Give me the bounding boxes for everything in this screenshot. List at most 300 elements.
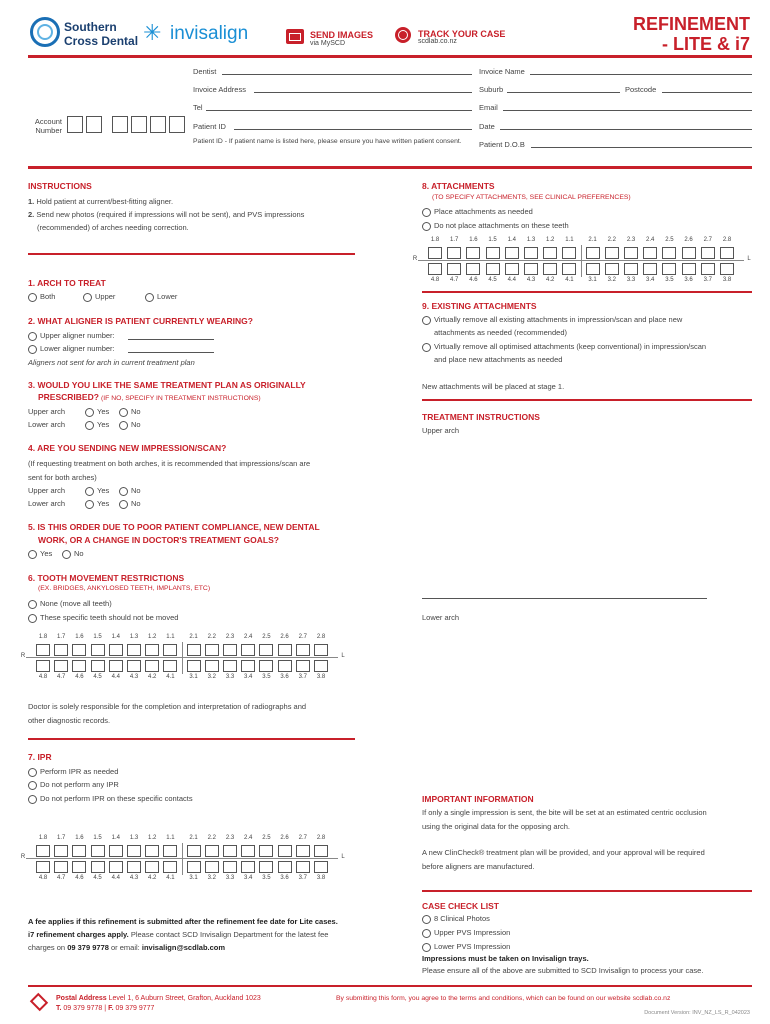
ipr-none-option[interactable]: Do not perform any IPR xyxy=(28,780,119,790)
tooth-box-upper[interactable] xyxy=(72,644,86,656)
tooth-box-lower[interactable] xyxy=(278,660,292,672)
arch-title: 1. ARCH TO TREAT xyxy=(28,278,106,288)
email-field[interactable] xyxy=(503,110,752,111)
tooth-box-lower[interactable] xyxy=(127,660,141,672)
radio-icon[interactable] xyxy=(85,421,94,430)
impression-upper-no[interactable]: No xyxy=(119,486,141,496)
tooth-box-lower[interactable] xyxy=(605,263,619,275)
tooth-box-lower[interactable] xyxy=(241,861,255,873)
tooth-number-upper: 1.2 xyxy=(148,634,157,640)
tooth-number-lower: 4.1 xyxy=(166,875,175,881)
tooth-box-upper[interactable] xyxy=(720,247,734,259)
tooth-box-upper[interactable] xyxy=(428,247,442,259)
chart-left-label: L xyxy=(341,653,345,659)
tooth-number-lower: 4.4 xyxy=(111,674,120,680)
arch-lower-option[interactable]: Lower xyxy=(145,292,177,302)
tooth-box-upper[interactable] xyxy=(662,247,676,259)
track-case-sub: scdlab.co.nz xyxy=(418,38,457,45)
tooth-box-upper[interactable] xyxy=(278,644,292,656)
treatment-lower-label: Lower arch xyxy=(422,613,460,622)
tooth-box-lower[interactable] xyxy=(54,861,68,873)
tooth-box-lower[interactable] xyxy=(241,660,255,672)
fee-line-3: charges on 09 379 9778 or email: invisalign@scdlab.com xyxy=(28,943,226,952)
tooth-box-upper[interactable] xyxy=(682,247,696,259)
tooth-box-upper[interactable] xyxy=(701,247,715,259)
tooth-box-lower[interactable] xyxy=(314,861,328,873)
existing-divider xyxy=(422,399,752,401)
tooth-box-lower[interactable] xyxy=(54,660,68,672)
scd-logo-text-2: Cross Dental xyxy=(64,34,139,48)
radio-icon[interactable] xyxy=(145,293,154,302)
aligner-title: 2. WHAT ALIGNER IS PATIENT CURRENTLY WEARING? xyxy=(28,316,253,326)
upper-aligner-field[interactable] xyxy=(128,339,214,340)
impression-upper-yes[interactable]: Yes xyxy=(85,486,109,496)
radio-icon[interactable] xyxy=(28,614,37,623)
ipr-specific-option[interactable]: Do not perform IPR on these specific contacts xyxy=(28,794,193,804)
tooth-box-lower[interactable] xyxy=(643,263,657,275)
tooth-box-upper[interactable] xyxy=(296,644,310,656)
radio-icon[interactable] xyxy=(119,500,128,509)
tooth-box-lower[interactable] xyxy=(486,263,500,275)
tooth-number-upper: 1.3 xyxy=(129,835,139,841)
tooth-box-upper[interactable] xyxy=(223,644,237,656)
tooth-number-lower: 4.3 xyxy=(129,674,139,680)
instruction-item-2b: (recommended) of arches needing correction. xyxy=(37,223,189,232)
form-subtitle: - LITE & i7 xyxy=(661,34,750,54)
tooth-box-lower[interactable] xyxy=(586,263,600,275)
impression-lower-no[interactable]: No xyxy=(119,499,141,509)
tooth-box-lower[interactable] xyxy=(163,861,177,873)
existing-note: New attachments will be placed at stage 1. xyxy=(422,382,565,391)
tooth-number-lower: 3.1 xyxy=(189,674,198,680)
tooth-box-lower[interactable] xyxy=(91,861,105,873)
send-images-sub: via MySCD xyxy=(310,40,346,47)
tooth-box-lower[interactable] xyxy=(223,660,237,672)
tooth-number-lower: 4.7 xyxy=(57,674,66,680)
radio-icon[interactable] xyxy=(85,487,94,496)
tooth-box-upper[interactable] xyxy=(586,247,600,259)
tooth-number-lower: 4.5 xyxy=(488,277,497,283)
tooth-box-upper[interactable] xyxy=(187,644,201,656)
tooth-number-upper: 2.7 xyxy=(298,634,307,640)
tooth-box-upper[interactable] xyxy=(54,644,68,656)
aligner-note: Aligners not sent for arch in current treatment plan xyxy=(28,358,195,367)
tooth-box-lower[interactable] xyxy=(278,861,292,873)
tooth-box-lower[interactable] xyxy=(466,263,480,275)
invoice-name-field[interactable] xyxy=(530,74,752,75)
same-plan-upper-no[interactable]: No xyxy=(119,407,141,417)
tooth-number-upper: 1.1 xyxy=(166,634,175,640)
tooth-box-lower[interactable] xyxy=(524,263,538,275)
tooth-number-lower: 3.8 xyxy=(722,277,732,283)
tooth-box-lower[interactable] xyxy=(562,263,576,275)
tooth-number-upper: 1.3 xyxy=(129,634,139,640)
checklist-item-upper[interactable]: Upper PVS Impression xyxy=(422,928,510,938)
send-images-title[interactable]: SEND IMAGES xyxy=(310,30,374,40)
tooth-number-upper: 2.4 xyxy=(646,237,655,243)
tooth-number-upper: 2.3 xyxy=(225,835,235,841)
tooth-box-upper[interactable] xyxy=(278,845,292,857)
checklist-note-bold: Impressions must be taken on Invisalign trays. xyxy=(422,954,589,963)
same-plan-lower-no[interactable]: No xyxy=(119,420,141,430)
tooth-number-upper: 1.8 xyxy=(38,835,48,841)
tooth-box-lower[interactable] xyxy=(187,660,201,672)
scd-logo-inner-icon xyxy=(37,24,53,40)
account-number-box[interactable] xyxy=(86,116,102,133)
tooth-number-lower: 4.6 xyxy=(75,674,84,680)
scd-logo-text-1: Southern xyxy=(64,20,117,34)
restrictions-none-option[interactable]: None (move all teeth) xyxy=(28,599,112,609)
restrictions-title: 6. TOOTH MOVEMENT RESTRICTIONS xyxy=(28,573,185,583)
tooth-number-upper: 1.7 xyxy=(450,237,459,243)
tooth-number-upper: 1.8 xyxy=(430,237,440,243)
tooth-box-upper[interactable] xyxy=(109,845,123,857)
tooth-number-upper: 1.5 xyxy=(488,237,497,243)
tooth-box-upper[interactable] xyxy=(145,644,159,656)
tooth-number-upper: 2.5 xyxy=(665,237,674,243)
chart-right-label: R xyxy=(20,653,26,659)
tooth-box-upper[interactable] xyxy=(36,644,50,656)
tooth-box-upper[interactable] xyxy=(163,644,177,656)
tooth-number-lower: 3.7 xyxy=(298,674,307,680)
radio-icon[interactable] xyxy=(28,781,37,790)
suburb-label: Suburb xyxy=(479,85,504,94)
tooth-box-upper[interactable] xyxy=(241,644,255,656)
tooth-box-upper[interactable] xyxy=(447,247,461,259)
chart-right-label: R xyxy=(412,256,418,262)
same-plan-lower-label: Lower arch xyxy=(28,420,66,429)
instructions-divider xyxy=(28,253,355,255)
tooth-number-lower: 4.8 xyxy=(38,875,48,881)
tooth-box-upper[interactable] xyxy=(314,644,328,656)
account-number-box[interactable] xyxy=(112,116,128,133)
tooth-box-lower[interactable] xyxy=(223,861,237,873)
tooth-box-upper[interactable] xyxy=(54,845,68,857)
chart-left-label: L xyxy=(747,256,751,262)
radio-icon[interactable] xyxy=(422,929,431,938)
tooth-box-lower[interactable] xyxy=(145,660,159,672)
tooth-box-lower[interactable] xyxy=(296,861,310,873)
radio-icon[interactable] xyxy=(28,550,37,559)
radio-icon[interactable] xyxy=(28,795,37,804)
postcode-label: Postcode xyxy=(625,85,657,94)
chart-vertical-axis xyxy=(182,642,183,674)
tooth-number-upper: 2.2 xyxy=(607,237,616,243)
invoice-address-label: Invoice Address xyxy=(193,85,246,94)
tooth-box-lower[interactable] xyxy=(36,660,50,672)
tooth-box-upper[interactable] xyxy=(259,845,273,857)
tooth-box-upper[interactable] xyxy=(259,644,273,656)
compliance-yes[interactable]: Yes xyxy=(28,549,52,559)
radio-icon[interactable] xyxy=(28,768,37,777)
tooth-box-lower[interactable] xyxy=(701,263,715,275)
tooth-number-upper: 1.1 xyxy=(166,835,175,841)
existing-title: 9. EXISTING ATTACHMENTS xyxy=(422,301,537,311)
chart-vertical-axis xyxy=(182,843,183,875)
tooth-box-upper[interactable] xyxy=(205,644,219,656)
tooth-number-upper: 1.7 xyxy=(57,634,66,640)
tel-field[interactable] xyxy=(206,110,472,111)
tel-label: Tel xyxy=(193,103,203,112)
tooth-box-upper[interactable] xyxy=(187,845,201,857)
existing-opt2[interactable]: Virtually remove all optimised attachments (keep conventional) in impression/scan xyxy=(422,342,706,352)
tooth-box-lower[interactable] xyxy=(127,861,141,873)
scd-footer-logo-icon xyxy=(30,993,48,1011)
tooth-number-upper: 2.4 xyxy=(244,835,253,841)
dentist-field[interactable] xyxy=(222,74,472,75)
tooth-number-upper: 2.6 xyxy=(280,634,289,640)
tooth-box-lower[interactable] xyxy=(624,263,638,275)
tooth-box-upper[interactable] xyxy=(486,247,500,259)
postcode-field[interactable] xyxy=(662,92,752,93)
treatment-upper-field[interactable] xyxy=(422,598,707,599)
footer-terms: By submitting this form, you agree to the terms and conditions, which can be found on our website scdlab.co.nz xyxy=(336,995,671,1002)
tooth-number-lower: 3.7 xyxy=(703,277,712,283)
dentist-label: Dentist xyxy=(193,67,217,76)
tooth-box-lower[interactable] xyxy=(72,861,86,873)
tooth-box-upper[interactable] xyxy=(163,845,177,857)
footer-address: Postal Address Level 1, 6 Auburn Street, Grafton, Auckland 1023 xyxy=(56,995,261,1002)
same-plan-upper-yes[interactable]: Yes xyxy=(85,407,109,417)
tooth-number-lower: 4.5 xyxy=(93,674,102,680)
impression-lower-yes[interactable]: Yes xyxy=(85,499,109,509)
tooth-number-upper: 1.2 xyxy=(546,237,555,243)
checklist-item-lower[interactable]: Lower PVS Impression xyxy=(422,942,510,952)
tooth-box-lower[interactable] xyxy=(109,660,123,672)
tooth-box-upper[interactable] xyxy=(109,644,123,656)
radio-icon[interactable] xyxy=(28,600,37,609)
instruction-item-1: 1. Hold patient at current/best-fitting aligner. xyxy=(28,197,174,206)
same-plan-lower-yes[interactable]: Yes xyxy=(85,420,109,430)
account-number-label: Account Number xyxy=(34,117,62,135)
chart-vertical-axis xyxy=(581,245,582,277)
tooth-number-lower: 3.3 xyxy=(225,875,235,881)
patient-dob-field[interactable] xyxy=(531,147,752,148)
existing-opt1-line2: attachments as needed (recommended) xyxy=(434,328,567,337)
tooth-number-lower: 3.5 xyxy=(262,875,271,881)
attachments-title: 8. ATTACHMENTS xyxy=(422,181,495,191)
radio-icon[interactable] xyxy=(62,550,71,559)
tooth-box-lower[interactable] xyxy=(163,660,177,672)
tooth-box-upper[interactable] xyxy=(127,845,141,857)
radio-icon[interactable] xyxy=(422,316,431,325)
tooth-number-upper: 1.8 xyxy=(38,634,48,640)
email-link[interactable]: invisalign@scdlab.com xyxy=(141,943,226,952)
radio-icon[interactable] xyxy=(119,421,128,430)
tooth-number-upper: 1.4 xyxy=(111,634,120,640)
chart-right-label: R xyxy=(20,854,26,860)
tooth-box-lower[interactable] xyxy=(428,263,442,275)
radio-icon[interactable] xyxy=(422,208,431,217)
radio-icon[interactable] xyxy=(85,408,94,417)
invoice-name-label: Invoice Name xyxy=(479,67,525,76)
tooth-box-upper[interactable] xyxy=(36,845,50,857)
tooth-number-lower: 3.2 xyxy=(207,674,216,680)
tooth-number-lower: 3.1 xyxy=(189,875,198,881)
tooth-box-lower[interactable] xyxy=(109,861,123,873)
tooth-box-lower[interactable] xyxy=(145,861,159,873)
tooth-number-upper: 1.1 xyxy=(565,237,574,243)
tooth-box-lower[interactable] xyxy=(447,263,461,275)
upper-aligner-option[interactable]: Upper aligner number: xyxy=(28,331,115,341)
radio-icon[interactable] xyxy=(83,293,92,302)
same-plan-title: 3. WOULD YOU LIKE THE SAME TREATMENT PLAN AS ORIGINALLY xyxy=(28,380,306,390)
tooth-box-lower[interactable] xyxy=(505,263,519,275)
radio-icon[interactable] xyxy=(119,487,128,496)
footer-phones: T. 09 379 9778 | F. 09 379 9777 xyxy=(56,1005,155,1012)
impression-lower-label: Lower arch xyxy=(28,499,66,508)
invoice-address-field[interactable] xyxy=(254,92,472,93)
tooth-box-lower[interactable] xyxy=(720,263,734,275)
tooth-number-upper: 1.7 xyxy=(57,835,66,841)
instructions-title: INSTRUCTIONS xyxy=(28,181,92,191)
important-p1-2: using the original data for the opposing arch. xyxy=(422,822,571,831)
tooth-box-lower[interactable] xyxy=(72,660,86,672)
tooth-box-lower[interactable] xyxy=(662,263,676,275)
fee-line-1: A fee applies if this refinement is submitted after the refinement fee date for Lite cases. xyxy=(28,917,338,926)
same-plan-upper-label: Upper arch xyxy=(28,407,66,416)
radio-icon[interactable] xyxy=(119,408,128,417)
tooth-box-upper[interactable] xyxy=(296,845,310,857)
tooth-box-lower[interactable] xyxy=(682,263,696,275)
tooth-number-upper: 2.3 xyxy=(225,634,235,640)
treatment-upper-label: Upper arch xyxy=(422,426,460,435)
tooth-box-upper[interactable] xyxy=(223,845,237,857)
patient-id-field[interactable] xyxy=(234,129,472,130)
header-divider xyxy=(28,55,752,58)
tooth-number-upper: 1.2 xyxy=(148,835,157,841)
restrictions-sub: (EX. BRIDGES, ANKYLOSED TEETH, IMPLANTS, ETC) xyxy=(38,585,211,592)
tooth-box-upper[interactable] xyxy=(72,845,86,857)
compliance-title: 5. IS THIS ORDER DUE TO POOR PATIENT COMPLIANCE, NEW DENTAL xyxy=(28,522,320,532)
tooth-number-upper: 1.6 xyxy=(75,634,84,640)
tooth-number-upper: 1.3 xyxy=(526,237,536,243)
tooth-box-lower[interactable] xyxy=(543,263,557,275)
tooth-box-upper[interactable] xyxy=(205,845,219,857)
patient-dob-label: Patient D.O.B xyxy=(479,140,525,149)
tooth-box-upper[interactable] xyxy=(624,247,638,259)
tooth-number-upper: 1.4 xyxy=(111,835,120,841)
tooth-number-lower: 3.5 xyxy=(665,277,674,283)
arch-both-option[interactable]: Both xyxy=(28,292,55,302)
restrictions-specific-option[interactable]: These specific teeth should not be moved xyxy=(28,613,178,623)
tooth-box-lower[interactable] xyxy=(91,660,105,672)
tooth-box-lower[interactable] xyxy=(36,861,50,873)
radio-icon[interactable] xyxy=(28,332,37,341)
tooth-number-lower: 3.4 xyxy=(244,674,253,680)
tooth-box-upper[interactable] xyxy=(314,845,328,857)
important-p2-2: before aligners are manufactured. xyxy=(422,862,535,871)
restrictions-divider xyxy=(28,738,355,740)
attachments-place-option[interactable]: Place attachments as needed xyxy=(422,207,533,217)
tooth-number-upper: 2.8 xyxy=(316,835,326,841)
radio-icon[interactable] xyxy=(85,500,94,509)
important-p2-1: A new ClinCheck® treatment plan will be provided, and your approval will be required xyxy=(422,848,705,857)
email-label: Email xyxy=(479,103,498,112)
tooth-box-lower[interactable] xyxy=(296,660,310,672)
tooth-number-upper: 2.4 xyxy=(244,634,253,640)
ipr-perform-option[interactable]: Perform IPR as needed xyxy=(28,767,118,777)
tooth-box-upper[interactable] xyxy=(145,845,159,857)
account-number-box[interactable] xyxy=(169,116,185,133)
tooth-number-upper: 2.8 xyxy=(316,634,326,640)
date-field[interactable] xyxy=(500,129,752,130)
tooth-box-upper[interactable] xyxy=(241,845,255,857)
restrictions-note-1: Doctor is solely responsible for the completion and interpretation of radiographs and xyxy=(28,702,307,711)
tooth-number-lower: 3.4 xyxy=(646,277,655,283)
suburb-field[interactable] xyxy=(507,92,620,93)
tooth-number-lower: 4.4 xyxy=(507,277,516,283)
tooth-box-upper[interactable] xyxy=(505,247,519,259)
attachments-divider xyxy=(422,291,752,293)
ipr-title: 7. IPR xyxy=(28,752,52,762)
radio-icon[interactable] xyxy=(422,343,431,352)
tooth-box-lower[interactable] xyxy=(205,861,219,873)
tooth-number-lower: 3.3 xyxy=(225,674,235,680)
tooth-number-upper: 2.7 xyxy=(703,237,712,243)
tooth-number-upper: 2.3 xyxy=(626,237,636,243)
tooth-number-upper: 1.4 xyxy=(507,237,516,243)
tooth-box-upper[interactable] xyxy=(91,644,105,656)
form-title: REFINEMENT xyxy=(633,14,750,34)
tooth-box-lower[interactable] xyxy=(259,660,273,672)
radio-icon[interactable] xyxy=(28,293,37,302)
tooth-number-upper: 1.5 xyxy=(93,634,102,640)
same-plan-title-2: PRESCRIBED? (IF NO, SPECIFY IN TREATMENT INSTRUCTIONS) xyxy=(38,392,261,402)
radio-icon[interactable] xyxy=(422,915,431,924)
tooth-number-lower: 3.6 xyxy=(280,674,289,680)
radio-icon[interactable] xyxy=(28,345,37,354)
tooth-number-lower: 3.4 xyxy=(244,875,253,881)
tooth-box-upper[interactable] xyxy=(643,247,657,259)
tooth-box-lower[interactable] xyxy=(259,861,273,873)
tooth-box-lower[interactable] xyxy=(314,660,328,672)
tooth-box-upper[interactable] xyxy=(605,247,619,259)
radio-icon[interactable] xyxy=(422,943,431,952)
tooth-number-lower: 3.8 xyxy=(316,674,326,680)
account-number-box[interactable] xyxy=(150,116,166,133)
account-number-box[interactable] xyxy=(131,116,147,133)
existing-opt2-line2: and place new attachments as needed xyxy=(434,355,563,364)
impression-title: 4. ARE YOU SENDING NEW IMPRESSION/SCAN? xyxy=(28,443,227,453)
footer-version: Document Version: INV_NZ_LS_R_042023 xyxy=(644,1010,750,1016)
arch-upper-option[interactable]: Upper xyxy=(83,292,115,302)
checklist-title: CASE CHECK LIST xyxy=(422,901,499,911)
lower-aligner-option[interactable]: Lower aligner number: xyxy=(28,344,115,354)
compliance-no[interactable]: No xyxy=(62,549,84,559)
tooth-box-upper[interactable] xyxy=(543,247,557,259)
tooth-number-lower: 4.4 xyxy=(111,875,120,881)
attachments-no-place-option[interactable]: Do not place attachments on these teeth xyxy=(422,221,569,231)
radio-icon[interactable] xyxy=(422,222,431,231)
checklist-item-photos[interactable]: 8 Clinical Photos xyxy=(422,914,490,924)
tooth-box-upper[interactable] xyxy=(524,247,538,259)
existing-opt1[interactable]: Virtually remove all existing attachments in impression/scan and place new xyxy=(422,315,682,325)
tooth-number-upper: 2.5 xyxy=(262,634,271,640)
tooth-box-upper[interactable] xyxy=(91,845,105,857)
tooth-box-lower[interactable] xyxy=(187,861,201,873)
tooth-number-lower: 3.2 xyxy=(607,277,616,283)
tooth-number-lower: 3.8 xyxy=(316,875,326,881)
tooth-box-upper[interactable] xyxy=(562,247,576,259)
account-number-box[interactable] xyxy=(67,116,83,133)
track-case-title[interactable]: TRACK YOUR CASE xyxy=(418,29,506,39)
tooth-box-upper[interactable] xyxy=(127,644,141,656)
compliance-title-2: WORK, OR A CHANGE IN DOCTOR'S TREATMENT GOALS? xyxy=(38,535,279,545)
tooth-box-upper[interactable] xyxy=(466,247,480,259)
lower-aligner-field[interactable] xyxy=(128,352,214,353)
tooth-box-lower[interactable] xyxy=(205,660,219,672)
